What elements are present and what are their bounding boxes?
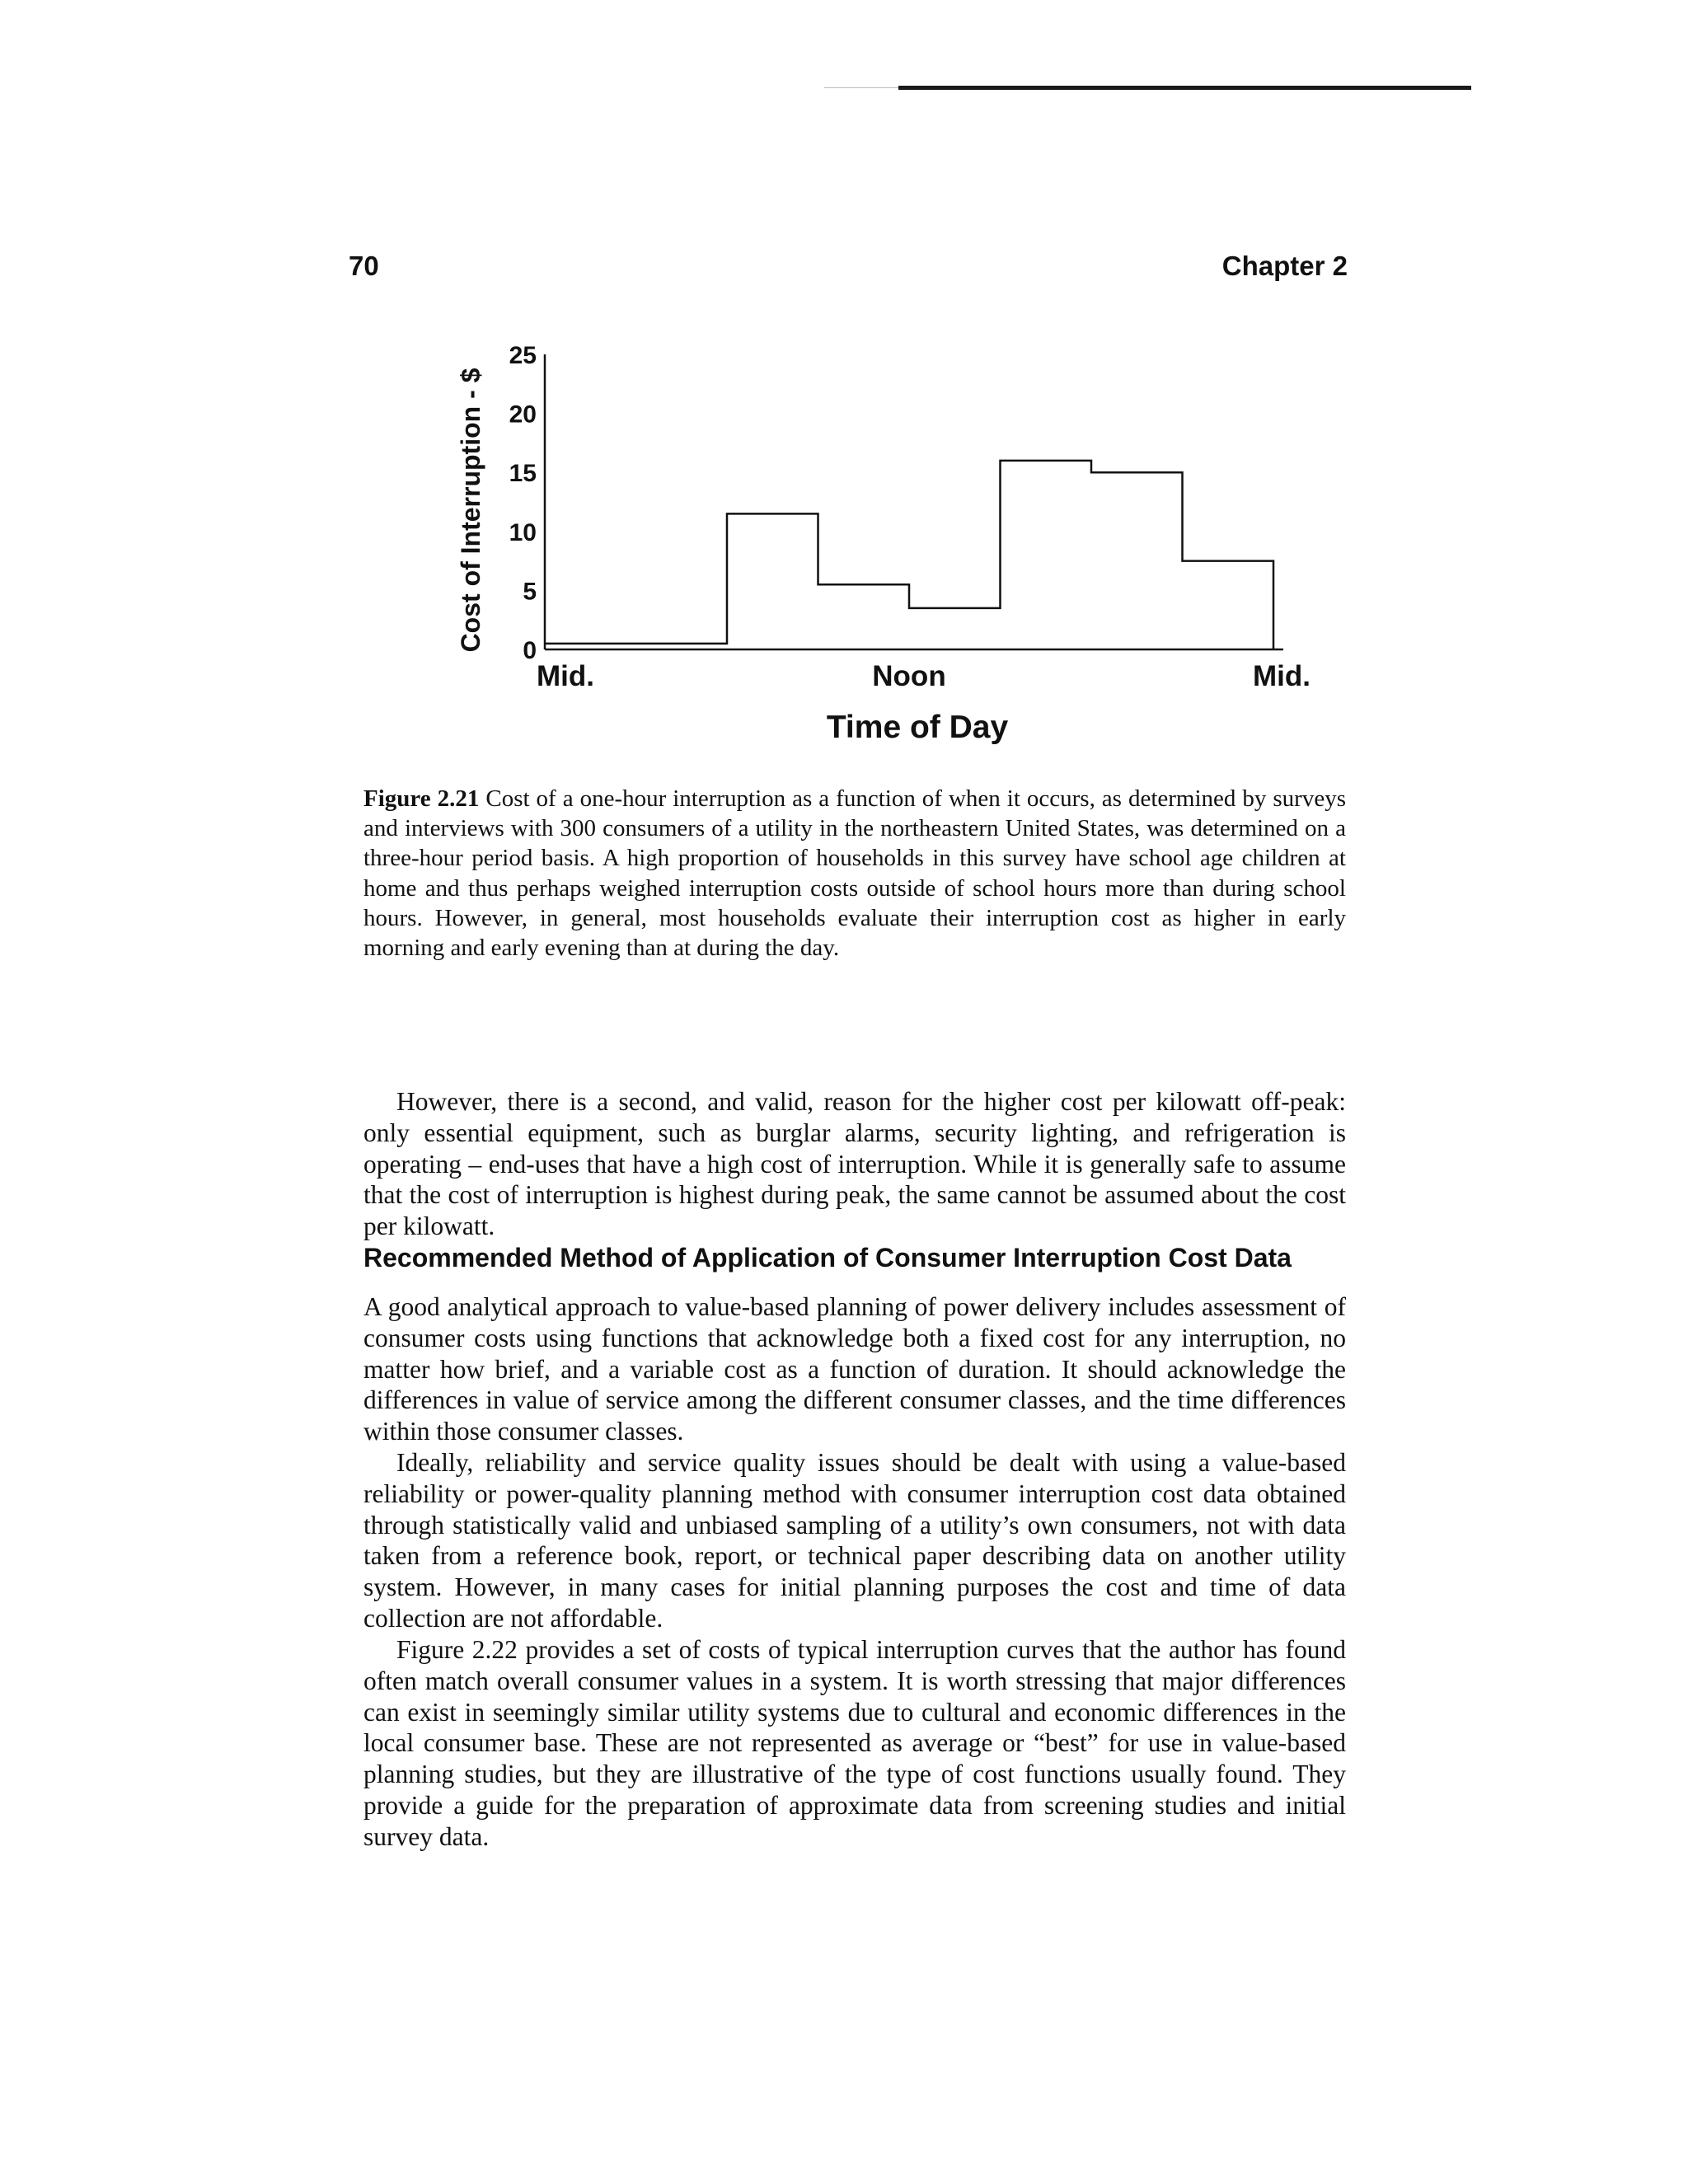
- x-axis-label: Time of Day: [826, 710, 1009, 745]
- y-tick-label: 20: [509, 401, 537, 429]
- series-step-line: [545, 461, 1273, 649]
- section-heading: Recommended Method of Application of Consumer Interruption Cost Data: [363, 1243, 1292, 1272]
- paragraph-3: Ideally, reliability and service quality issues should be dealt with using a value-based reliability or power-quality planning method with consumer interruption cost data obtained through statistically valid and unbiased sampling of a utility’s own consumers, not with data taken from a reference book, report, or technical paper describing data on another utility system. However, in many cases for initial planning purposes the cost and time of data collection are not affordable.: [363, 1448, 1346, 1633]
- paragraph-1: However, there is a second, and valid, reason for the higher cost per kilowatt off-peak: only essential equipment, such as burglar alarms, security lighting, and refrigeration is operating – end-uses that have a high cost of interruption. While it is generally safe to assume that the cost of interruption is highest during peak, the same cannot be assumed about the cost per kilowatt.: [363, 1087, 1346, 1241]
- page-number: 70: [349, 251, 379, 281]
- chapter-label: Chapter 2: [1221, 251, 1348, 281]
- header-rule: [898, 86, 1471, 90]
- y-tick-label: 25: [509, 342, 537, 369]
- y-tick-label: 10: [509, 518, 537, 546]
- interruption-cost-chart: [445, 330, 1343, 758]
- x-tick-label: Mid.: [1253, 660, 1311, 692]
- header-rule-faint: [824, 87, 898, 88]
- y-axis-ticks: [509, 342, 537, 664]
- y-tick-label: 0: [523, 637, 537, 664]
- y-axis-label: Cost of Interruption - $: [456, 368, 485, 653]
- figure-caption-text: Cost of a one-hour interruption as a function of when it occurs, as determined by surveys and interviews with 300 consumers of a utility in the northeastern United States, was determined on a three-hour period basis. A high proportion of households in this survey have school age children at home and thus perhaps weighed interruption costs outside of school hours more than during school hours. However, in general, most households evaluate their interruption cost as higher in early morning and early evening than at during the day.: [363, 785, 1346, 962]
- paragraph-2: A good analytical approach to value-based planning of power delivery includes assessment of consumer costs using functions that acknowledge both a fixed cost for any interruption, no matter how brief, and a variable cost as a function of duration. It should acknowledge the differences in value of service among the different consumer classes, and the time differences within those consumer classes.: [363, 1292, 1346, 1446]
- y-tick-label: 15: [509, 460, 537, 488]
- figure-caption-label: Figure 2.21: [363, 785, 480, 812]
- x-tick-label: Noon: [872, 660, 946, 692]
- y-tick-label: 5: [523, 578, 537, 606]
- x-axis-ticks: [537, 660, 1311, 692]
- paragraph-4: Figure 2.22 provides a set of costs of typical interruption curves that the author has found often match overall consumer values in a system. It is worth stressing that major differences can exist in seemingly similar utility systems due to cultural and economic differences in the local consumer base. These are not represented as average or “best” for use in value-based planning studies, but they are illustrative of the type of cost functions usually found. They provide a guide for the preparation of approximate data from screening studies and initial survey data.: [363, 1635, 1346, 1851]
- cost-series: [545, 461, 1273, 649]
- figure-caption: [363, 784, 1346, 963]
- x-tick-label: Mid.: [537, 660, 594, 692]
